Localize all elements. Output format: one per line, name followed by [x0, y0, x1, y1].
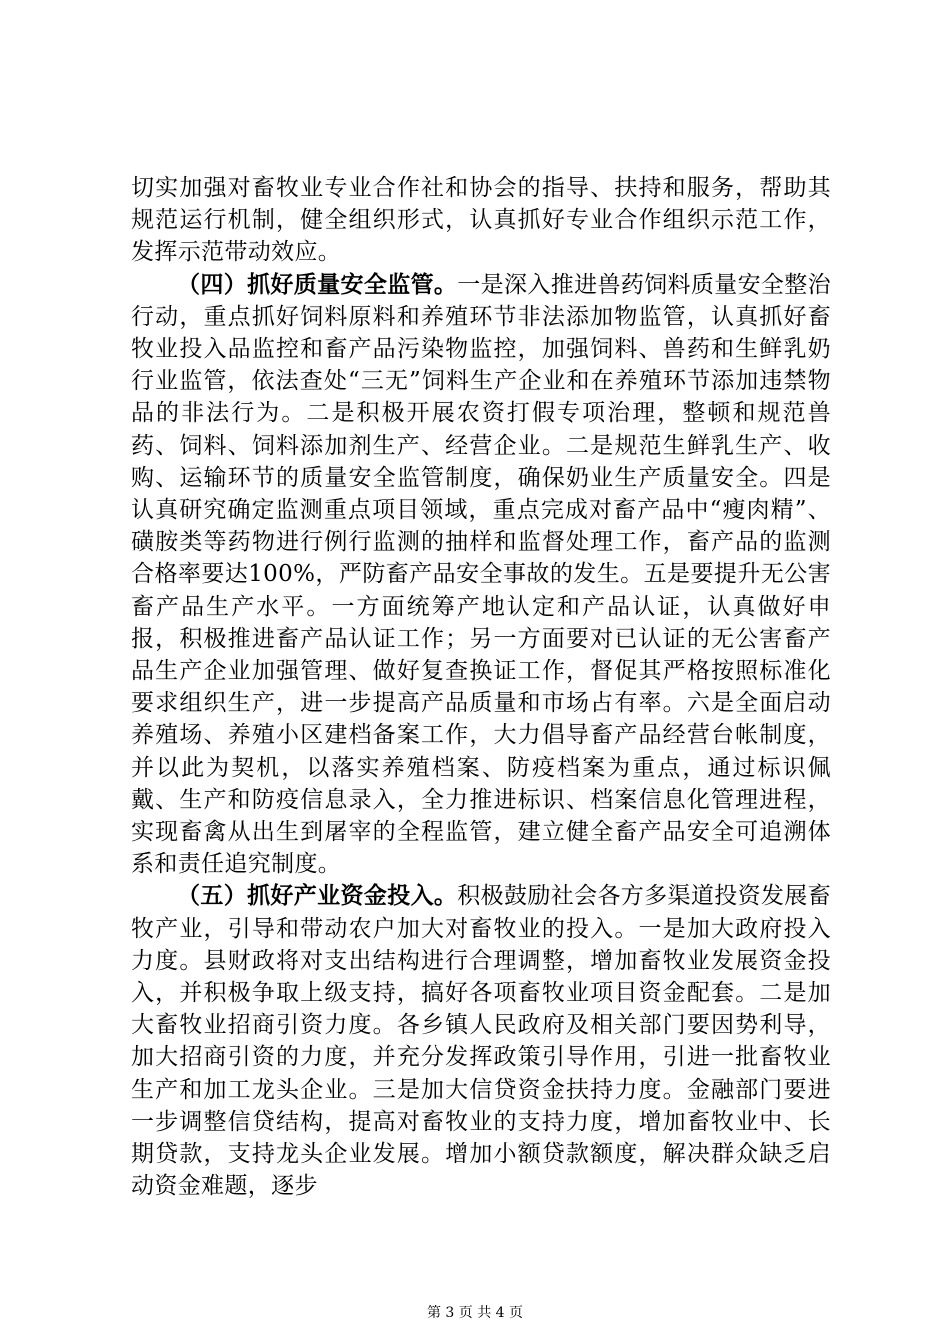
paragraph-continuation — [131, 172, 831, 269]
page-footer — [0, 1302, 950, 1322]
section-heading-capital-investment: （五）抓好产业资金投入。 — [177, 882, 458, 910]
paragraph-quality-safety — [131, 269, 831, 881]
paragraph-text: 切实加强对畜牧业专业合作社和协会的指导、扶持和服务，帮助其规范运行机制，健全组织形式，认真抓好专业合作组织示范工作，发挥示范带动效应。 — [131, 175, 831, 266]
paragraph-text: 一是深入推进兽药饲料质量安全整治行动，重点抓好饲料原料和养殖环节非法添加物监管，认真抓好畜牧业投入品监控和畜产品污染物监控，加强饲料、兽药和生鲜乳奶行业监管，依法查处“三无”饲料生产企业和在养殖环节添加违禁物品的非法行为。二是积极开展农资打假专项治理，整顿和规范兽药、饲料、饲料添加剂生产、经营企业。二是规范生鲜乳生产、收购、运输环节的质量安全监管制度，确保奶业生产质量安全。四是认真研究确定监测重点项目领域，重点完成对畜产品中“瘦肉精”、磺胺类等药物进行例行监测的抽样和监督处理工作，畜产品的监测合格率要达100%，严防畜产品安全事故的发生。五是要提升无公害畜产品生产水平。一方面统筹产地认定和产品认证，认真做好申报，积极推进畜产品认证工作；另一方面要对已认证的无公害畜产品生产企业加强管理、做好复查换证工作，督促其严格按照标准化要求组织生产，进一步提高产品质量和市场占有率。六是全面启动养殖场、养殖小区建档备案工作，大力倡导畜产品经营台帐制度，并以此为契机，以落实养殖档案、防疫档案为重点，通过标识佩戴、生产和防疫信息录入，全力推进标识、档案信息化管理进程，实现畜禽从出生到屠宰的全程监管，建立健全畜产品安全可追溯体系和责任追究制度。 — [131, 271, 832, 878]
body-text — [131, 172, 831, 1203]
paragraph-capital-investment — [131, 880, 831, 1202]
section-heading-quality-safety: （四）抓好质量安全监管。 — [177, 270, 458, 298]
page-number-label: 第 3 页 共 4 页 — [426, 1305, 524, 1321]
paragraph-text: 积极鼓励社会各方多渠道投资发展畜牧产业，引导和带动农户加大对畜牧业的投入。一是加大政府投入力度。县财政将对支出结构进行合理调整，增加畜牧业发展资金投入，并积极争取上级支持，搞好各项畜牧业项目资金配套。二是加大畜牧业招商引资力度。各乡镇人民政府及相关部门要因势利导，加大招商引资的力度，并充分发挥政策引导作用，引进一批畜牧业生产和加工龙头企业。三是加大信贷资金扶持力度。金融部门要进一步调整信贷结构，提高对畜牧业的支持力度，增加畜牧业中、长期贷款，支持龙头企业发展。增加小额贷款额度，解决群众缺乏启动资金难题，逐步 — [131, 883, 832, 1200]
